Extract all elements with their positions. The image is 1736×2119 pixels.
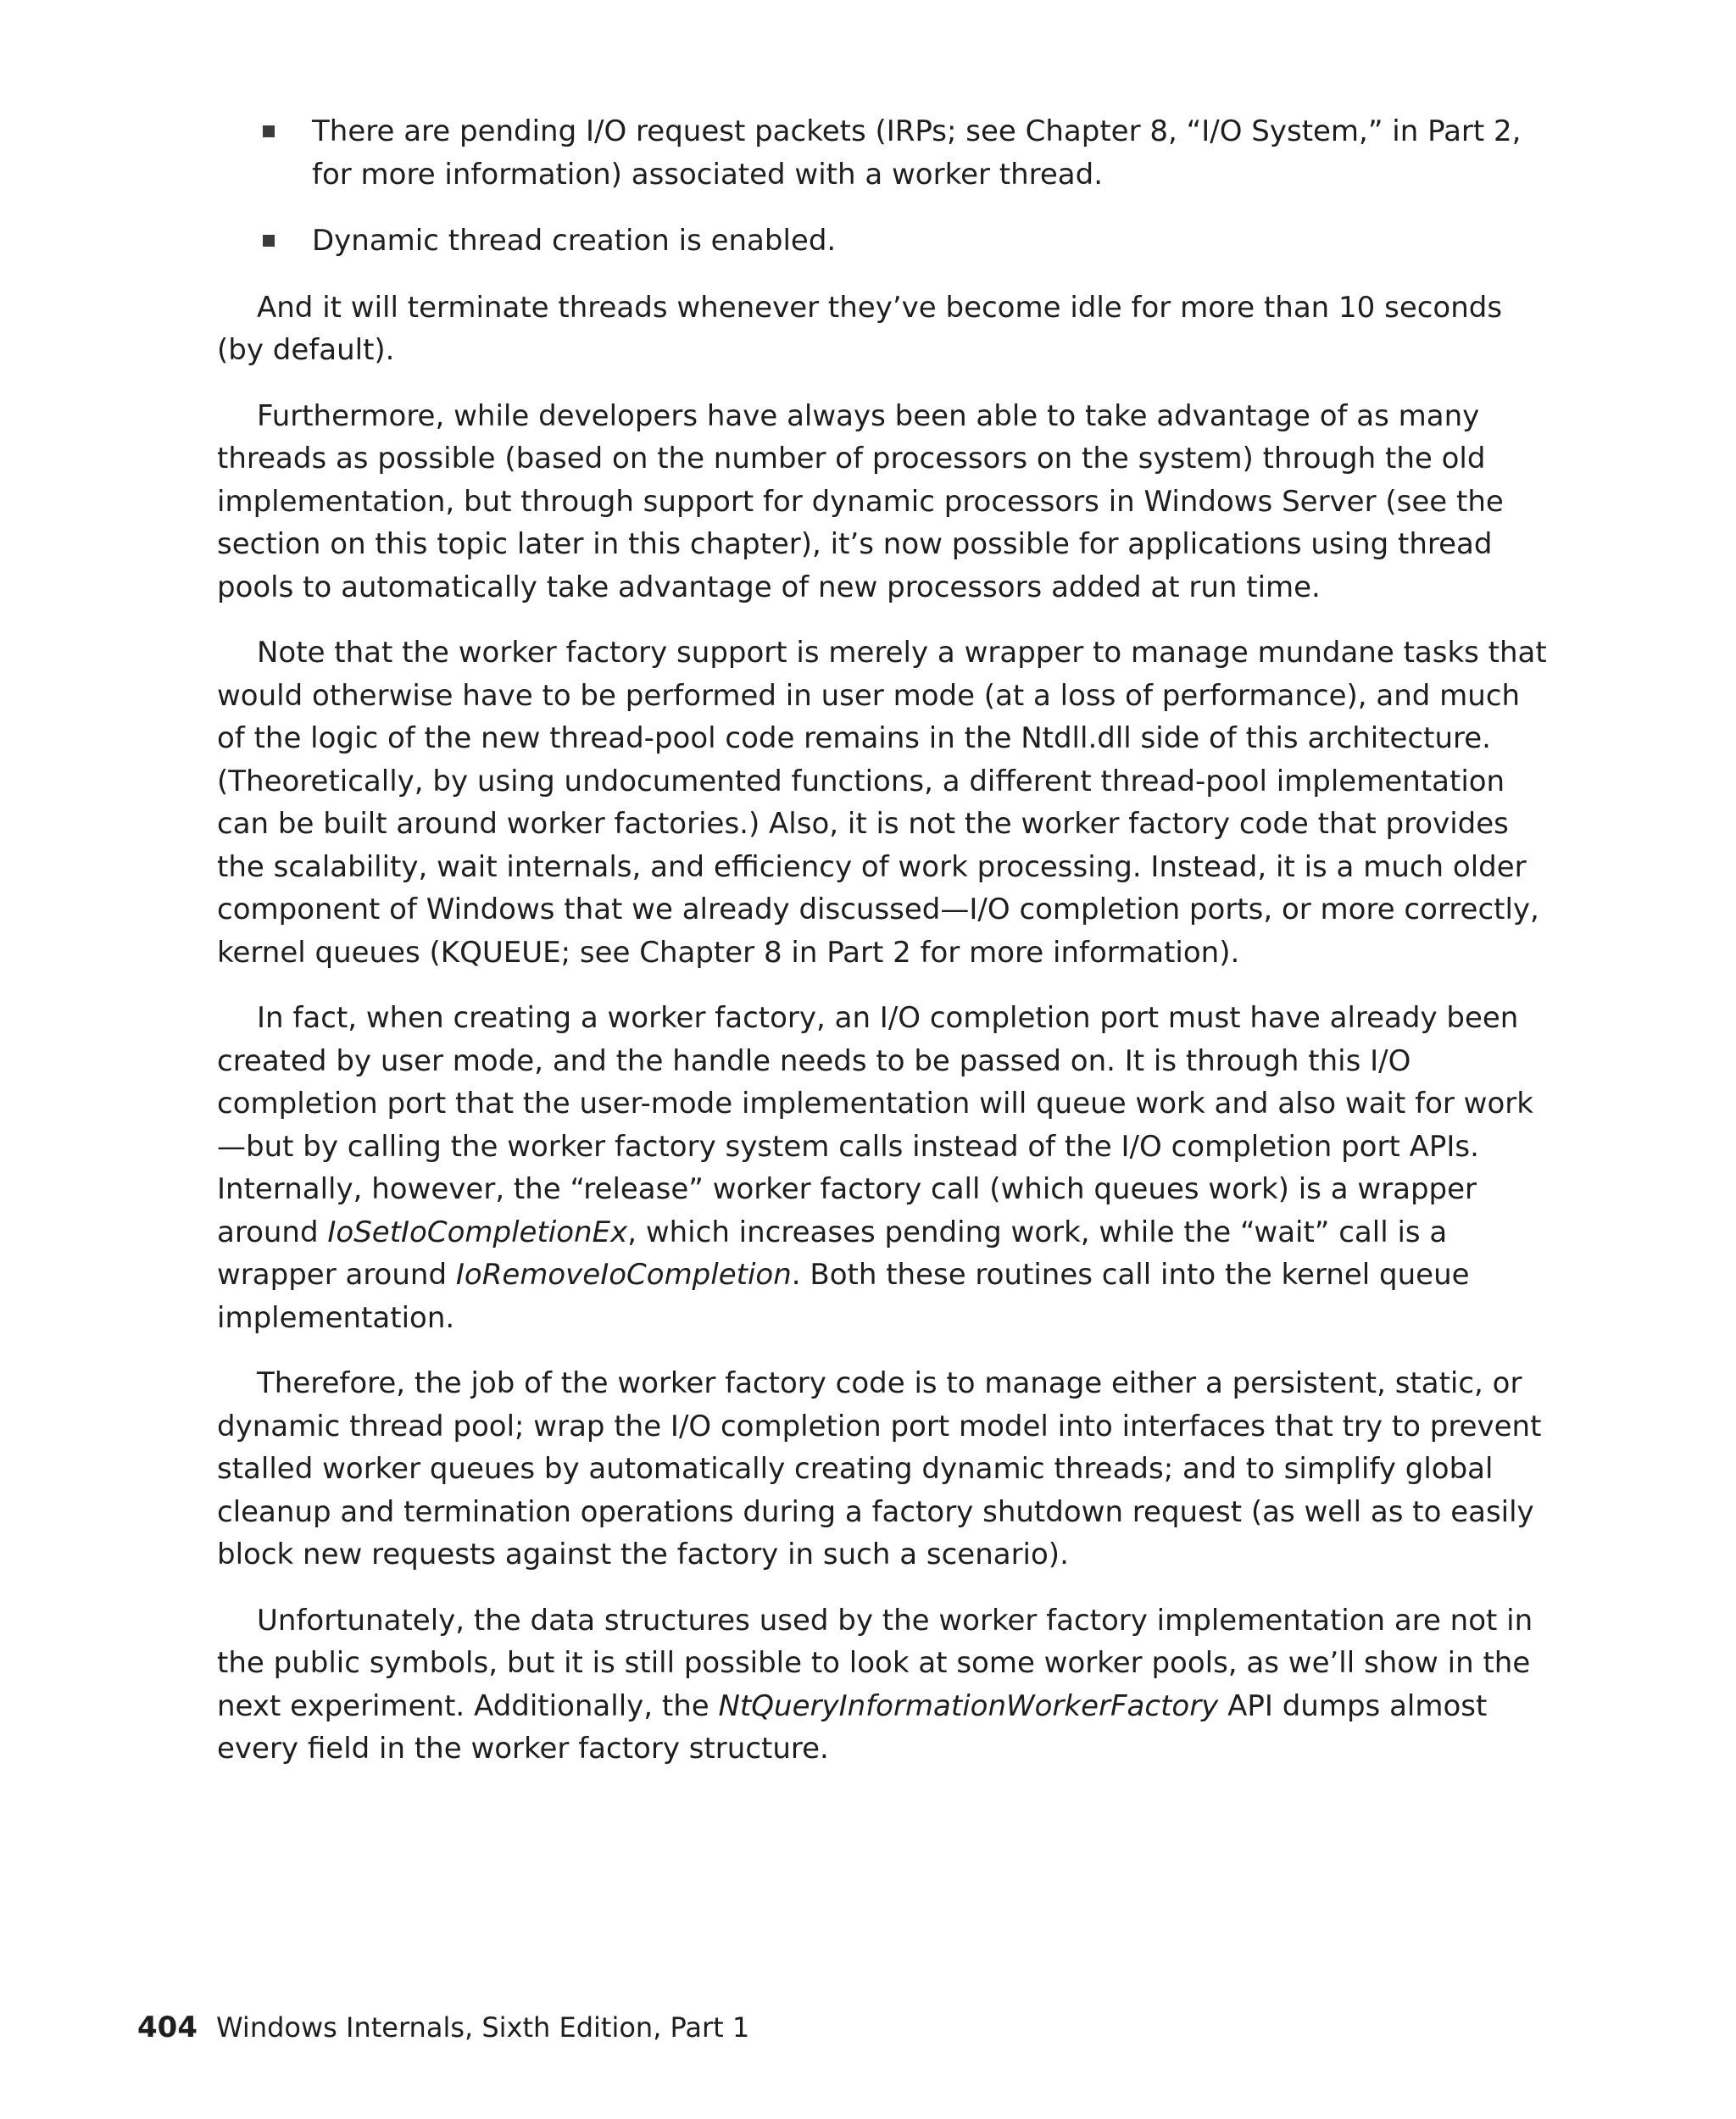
bullet-text: Dynamic thread creation is enabled. <box>312 224 837 258</box>
api-name: IoSetIoCompletionEx <box>327 1215 628 1249</box>
square-bullet-icon <box>263 235 275 247</box>
square-bullet-icon <box>263 125 275 137</box>
page-number: 404 <box>137 2011 198 2044</box>
list-item <box>217 220 1556 263</box>
text-run: API dumps almost every field in the worker factory structure. <box>217 1688 1488 1766</box>
text-run: Unfortunately, the data structures used by the worker factory implementation are not in the public symbols, but it is still possible to look at some worker pools, as we’ll show in the next experiment. Additionally, the <box>217 1603 1533 1723</box>
api-name: NtQueryInformationWorkerFactory <box>718 1688 1219 1723</box>
page-body <box>217 110 1556 1794</box>
paragraph-data-structures <box>217 1599 1556 1771</box>
bullet-list <box>217 110 1556 263</box>
paragraph-idle-termination: And it will terminate threads whenever they’ve become idle for more than 10 seconds (by default). <box>217 290 1503 367</box>
book-title: Windows Internals, Sixth Edition, Part 1 <box>215 2011 750 2044</box>
paragraph-completion-port <box>217 997 1556 1339</box>
text-run: , which increases pending work, while the “wait” call is a wrapper around <box>217 1215 1448 1292</box>
paragraph-worker-factory-job: Therefore, the job of the worker factory code is to manage either a persistent, static, or dynamic thread pool; wrap the I/O completion port model into interfaces that try to prevent stalled worker queues by automatically creating dynamic threads; and to simplify global cleanup and termination operations during a factory shutdown request (as well as to easily block new requests against the factory in such a scenario). <box>217 1366 1542 1571</box>
paragraph-dynamic-processors: Furthermore, while developers have always been able to take advantage of as many threads as possible (based on the number of processors on the system) through the old implementation, but through support for dynamic processors in Windows Server (see the section on this topic later in this chapter), it’s now possible for applications using thread pools to automatically take advantage of new processors added at run time. <box>217 398 1504 604</box>
text-run: In fact, when creating a worker factory, an I/O completion port must have already been created by user mode, and the handle needs to be passed on. It is through this I/O completion port that the user-mode implementation will queue work and also wait for work—but by calling the worker factory system calls instead of the I/O completion port APIs. Internally, however, the “release” worker factory call (which queues work) is a wrapper around <box>217 1001 1533 1249</box>
text-run: . Both these routines call into the kernel queue implementation. <box>217 1258 1470 1335</box>
api-name: IoRemoveIoCompletion <box>455 1258 792 1292</box>
list-item <box>217 110 1556 196</box>
bullet-text: There are pending I/O request packets (IRPs; see Chapter 8, “I/O System,” in Part 2, for more information) associated with a worker thread. <box>312 114 1522 192</box>
page-footer <box>137 2011 749 2044</box>
paragraph-worker-factory-wrapper: Note that the worker factory support is merely a wrapper to manage mundane tasks that would otherwise have to be performed in user mode (at a loss of performance), and much of the logic of the new thread-pool code remains in the Ntdll.dll side of this architecture. (Theoretically, by using undocumented functions, a different thread-pool implementation can be built around worker factories.) Also, it is not the worker factory code that provides the scalability, wait internals, and efficiency of work processing. Instead, it is a much older component of Windows that we already discussed—I/O completion ports, or more correctly, kernel queues (KQUEUE; see Chapter 8 in Part 2 for more information). <box>217 636 1547 970</box>
